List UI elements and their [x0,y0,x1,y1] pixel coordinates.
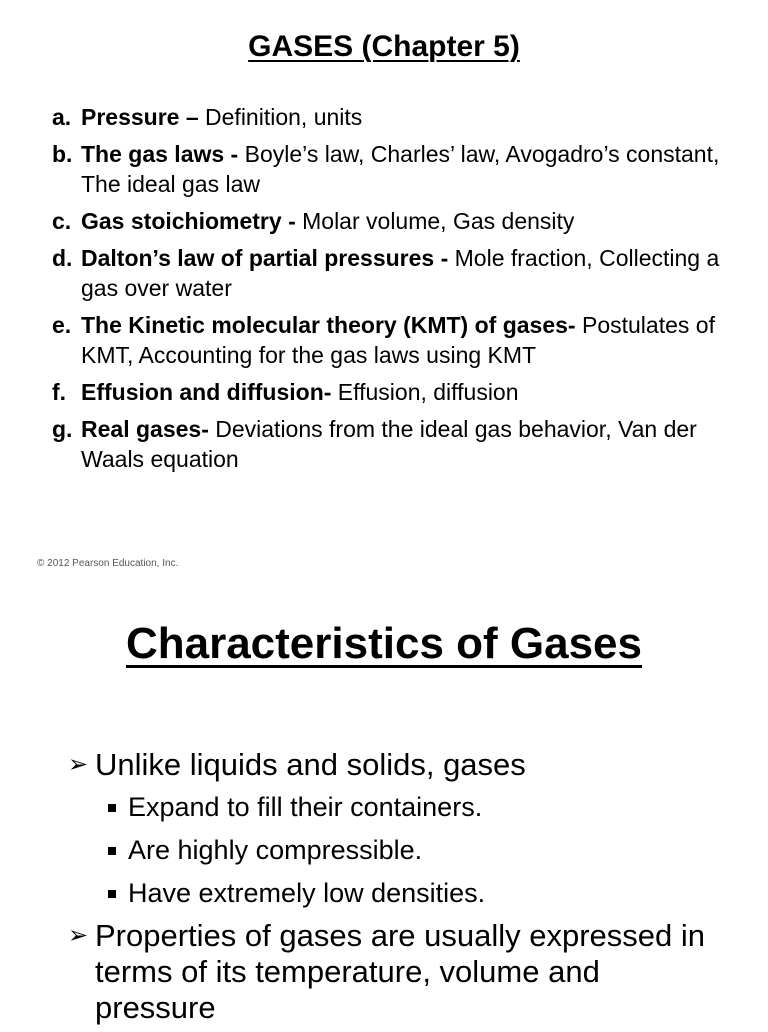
topic-detail: Molar volume, Gas density [295,208,575,234]
topic-heading: The gas laws - [81,141,239,167]
topic-heading: Real gases- [81,416,209,442]
topic-detail: Boyle’s law, Charles’ law, Avogadro’s constant, The ideal gas law [81,141,720,197]
topic-item-kinetic-molecular-theory [52,310,742,370]
bullet-item [68,747,708,783]
topic-detail: Postulates of KMT, Accounting for the gas laws using KMT [81,312,715,368]
topic-heading: Pressure – [81,104,199,130]
topic-detail: Definition, units [198,104,363,130]
square-bullet-icon [108,804,116,812]
slide-title: Characteristics of Gases [125,619,643,668]
topic-letter: c. [52,208,72,234]
topic-heading: Gas stoichiometry - [81,208,296,234]
bullet-list [68,747,708,1032]
topic-letter: b. [52,141,73,167]
bullet-text: Properties of gases are usually expressed in terms of its temperature, volume and pressure [95,918,705,1025]
topic-item-effusion-diffusion [52,377,742,407]
square-bullet-icon [108,890,116,898]
square-bullet-icon [108,847,116,855]
sub-bullet-item [68,832,708,868]
topic-list [52,102,742,481]
topic-letter: a. [52,104,72,130]
bullet-text: Unlike liquids and solids, gases [95,747,526,782]
slide-characteristics-of-gases [0,585,768,1024]
topic-letter: g. [52,416,73,442]
topic-item-real-gases [52,414,742,474]
sub-bullet-item [68,789,708,825]
sub-bullet-text: Expand to fill their containers. [128,792,483,822]
topic-item-gas-stoichiometry [52,206,742,236]
slide-title: GASES (Chapter 5) [248,30,520,63]
sub-bullet-text: Are highly compressible. [128,835,423,865]
sub-bullet-item [68,875,708,911]
topic-letter: d. [52,245,73,271]
topic-item-gas-laws [52,139,742,199]
topic-heading: Dalton’s law of partial pressures - [81,245,449,271]
copyright-notice: © 2012 Pearson Education, Inc. [37,558,179,569]
bullet-item [68,918,708,1026]
topic-heading: The Kinetic molecular theory (KMT) of gases- [81,312,576,338]
topic-letter: e. [52,312,72,338]
arrow-bullet-icon: ➢ [68,922,89,949]
topic-detail: Effusion, diffusion [331,379,519,405]
sub-bullet-text: Have extremely low densities. [128,878,486,908]
topic-detail: Deviations from the ideal gas behavior, Van der Waals equation [81,416,697,472]
arrow-bullet-icon: ➢ [68,751,89,778]
topic-detail: Mole fraction, Collecting a gas over water [81,245,720,301]
topic-item-pressure [52,102,742,132]
topic-letter: f. [52,379,67,405]
topic-heading: Effusion and diffusion- [81,379,332,405]
topic-item-daltons-law [52,243,742,303]
